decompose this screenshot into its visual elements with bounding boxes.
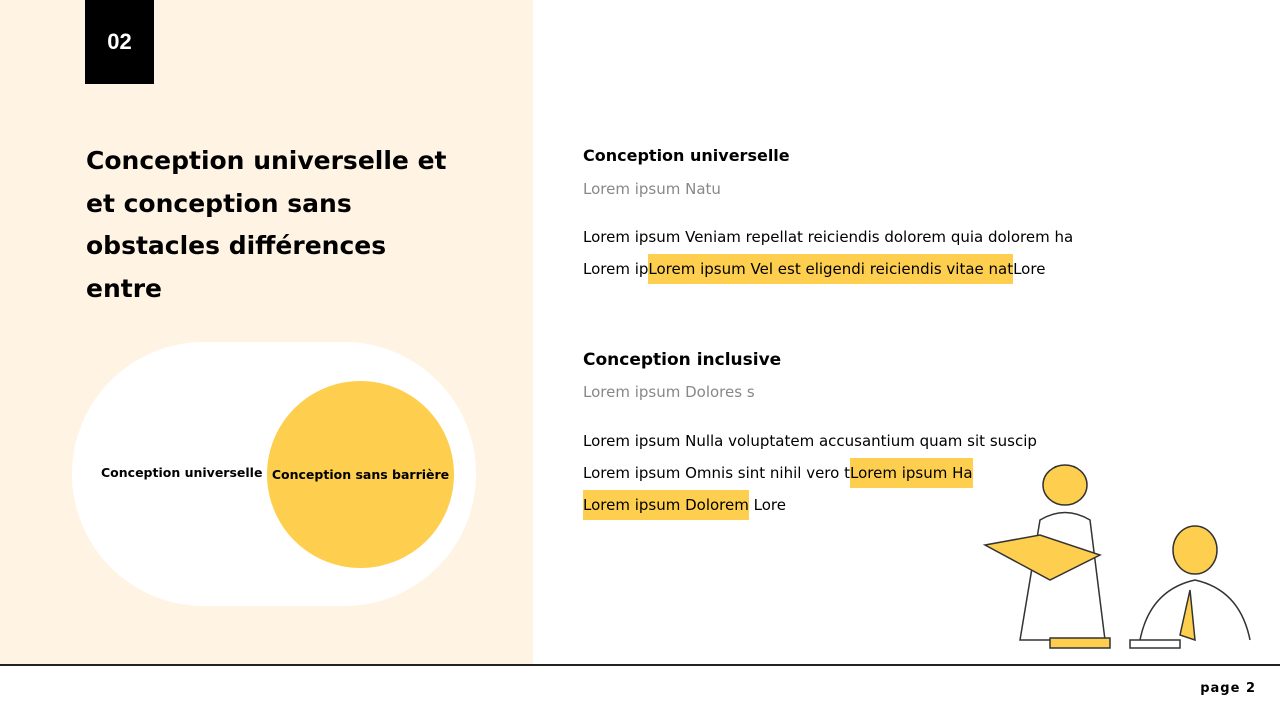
section-text	[583, 464, 973, 482]
section-heading: Conception universelle	[583, 146, 790, 165]
section-text	[583, 260, 1045, 278]
section-text: Lorem ipsum Veniam repellat reiciendis dolorem quia dolorem ha	[583, 228, 1074, 246]
text: Lore	[1013, 260, 1046, 278]
page-number: page 2	[1200, 681, 1256, 696]
text: Lorem ip	[583, 260, 649, 278]
section-subtitle: Lorem ipsum Natu	[583, 180, 721, 198]
text: Lorem ipsum Omnis sint nihil vero t	[583, 464, 850, 482]
section-heading: Conception inclusive	[583, 350, 782, 370]
diagram-outer-label: Conception universelle	[101, 465, 263, 480]
slide-number: 02	[85, 0, 154, 84]
slide-title: Conception universelle et et conception sans obstacles différences entre	[86, 146, 447, 303]
highlight: Lorem ipsum Vel est eligendi reiciendis vitae nat	[648, 254, 1013, 284]
diagram-inner-circle	[267, 381, 454, 568]
diagram-inner-label: Conception sans barrière	[271, 467, 450, 482]
students-illustration-icon	[980, 460, 1260, 665]
highlight: Lorem ipsum Ha	[850, 458, 973, 488]
text: Lore	[748, 496, 786, 514]
highlight: Lorem ipsum Dolorem	[583, 490, 749, 520]
section-text	[583, 496, 786, 514]
floor-line	[0, 664, 1280, 666]
section-subtitle: Lorem ipsum Dolores s	[583, 383, 755, 401]
section-text: Lorem ipsum Nulla voluptatem accusantium quam sit suscip	[583, 432, 1037, 450]
